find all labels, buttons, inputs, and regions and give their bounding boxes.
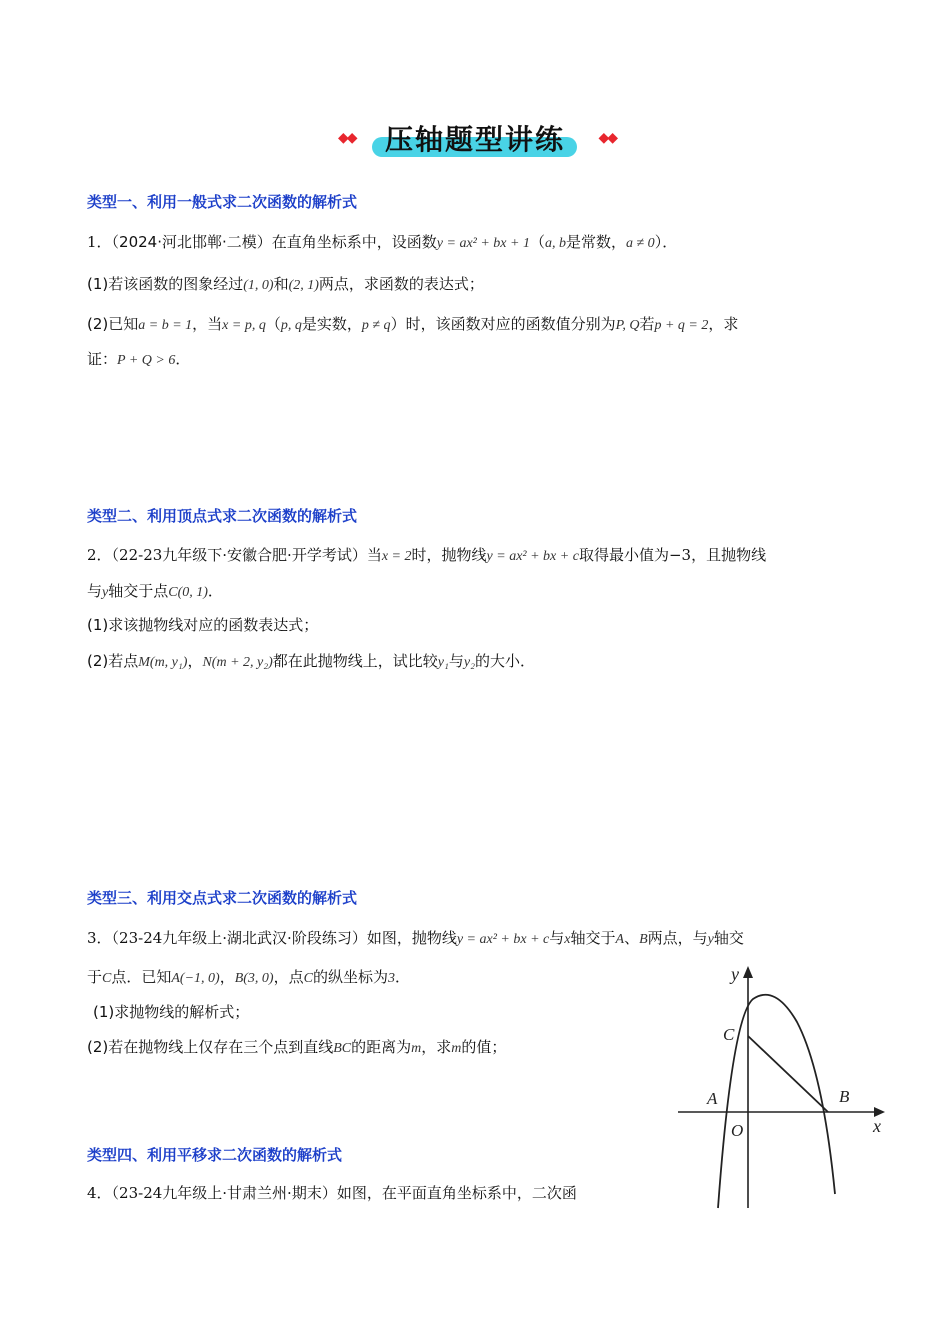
parabola-figure	[675, 962, 890, 1212]
text: −3	[668, 546, 692, 564]
problem-number: 1．	[87, 233, 112, 251]
math: 3	[387, 971, 395, 986]
math: a ≠ 0	[626, 236, 655, 251]
math: p + q = 2	[654, 318, 709, 333]
text: 轴交于点	[108, 582, 169, 600]
math: y = ax² + bx + c	[456, 932, 550, 947]
text: ，点	[273, 968, 304, 986]
problem-number: 4．	[87, 1184, 112, 1202]
text: ，求	[708, 315, 739, 333]
text: ）时，该函数对应的函数值分别为	[390, 315, 616, 333]
math: p ≠ q	[361, 318, 391, 333]
problem-2-stem-cont	[87, 580, 223, 604]
problem-number: 2．	[87, 546, 112, 564]
label-x: x	[873, 1116, 881, 1136]
problem-1-stem	[87, 231, 677, 255]
problem-3-q1	[93, 1001, 249, 1023]
text: (2)若在抛物线上仅存在三个点到直线	[87, 1038, 334, 1056]
math: A(−1, 0)	[171, 971, 220, 986]
section-title-2: 类型二、利用顶点式求二次函数的解析式	[87, 507, 358, 525]
diamond-right-icon: ◆◆	[598, 130, 616, 146]
label-c: C	[723, 1025, 735, 1044]
text: 的距离为	[351, 1038, 412, 1056]
math: m	[451, 1041, 462, 1056]
text: ，求	[421, 1038, 452, 1056]
text: (1)求该抛物线对应的函数表达式；	[87, 616, 319, 634]
text: ，	[187, 652, 203, 670]
label-a: A	[707, 1089, 718, 1108]
text: 都在此抛物线上，试比较	[272, 652, 438, 670]
math: a = b = 1	[138, 318, 193, 333]
math: a, b	[544, 236, 566, 251]
math: P + Q > 6	[117, 353, 176, 368]
text: (1)若该函数的图象经过	[87, 275, 244, 293]
text: （	[265, 315, 281, 333]
text: 当	[366, 546, 382, 564]
title-banner	[330, 112, 620, 164]
problem-number: 3．	[87, 929, 112, 947]
math: x = p, q	[222, 318, 266, 333]
text: ．	[175, 350, 191, 368]
math: x	[564, 932, 571, 947]
math: BC	[333, 1041, 352, 1056]
text: （	[529, 233, 545, 251]
text: 在直角坐标系中，设函数	[271, 233, 437, 251]
math: (1, 0)	[243, 278, 274, 293]
math: B(3, 0)	[234, 971, 274, 986]
text: 与	[87, 582, 103, 600]
text: 如图，抛物线	[366, 929, 457, 947]
problem-3-q2	[87, 1036, 506, 1060]
problem-3-stem-cont	[87, 966, 410, 990]
text: 取得最小值为	[578, 546, 669, 564]
math: p, q	[280, 318, 302, 333]
math: N(m + 2, y₂)	[202, 655, 273, 670]
text: ，且抛物线	[691, 546, 767, 564]
text: 的值；	[461, 1038, 507, 1056]
problem-source: （23-24九年级上·甘肃兰州·期末）	[111, 1184, 337, 1202]
text: 证：	[87, 350, 118, 368]
text: 与	[549, 929, 565, 947]
problem-2-q2	[87, 650, 535, 674]
math: A	[615, 932, 625, 947]
text: 与	[448, 652, 464, 670]
problem-source: （23-24九年级上·湖北武汉·阶段练习）	[111, 929, 367, 947]
math: y	[102, 585, 109, 600]
math: x = 2	[381, 549, 412, 564]
problem-source: （2024·河北邯郸·二模）	[111, 233, 272, 251]
math: y = ax² + bx + c	[486, 549, 579, 564]
math: y₁	[437, 655, 449, 670]
problem-1-q2-cont	[87, 348, 190, 372]
problem-2-q1	[87, 614, 318, 636]
math: m	[411, 1041, 422, 1056]
diamond-left-icon: ◆◆	[338, 130, 356, 146]
text: 、	[624, 929, 640, 947]
math: (2, 1)	[288, 278, 319, 293]
text: ，	[219, 968, 235, 986]
text: ．	[394, 968, 410, 986]
y-axis-arrow-icon	[743, 966, 753, 978]
math: B	[639, 932, 648, 947]
math: C	[102, 971, 112, 986]
text: 轴交于	[570, 929, 616, 947]
text: 是常数，	[565, 233, 626, 251]
text: 轴交	[713, 929, 744, 947]
text: 点．已知	[111, 968, 172, 986]
math: y = ax² + bx + 1	[436, 236, 530, 251]
text: 的纵坐标为	[312, 968, 388, 986]
text: (2)若点	[87, 652, 139, 670]
problem-1-q1	[87, 273, 484, 297]
section-title-1: 类型一、利用一般式求二次函数的解析式	[87, 193, 358, 211]
text: (2)已知	[87, 315, 139, 333]
section-title-3: 类型三、利用交点式求二次函数的解析式	[87, 889, 358, 907]
problem-1-q2	[87, 313, 738, 337]
problem-4-stem	[87, 1182, 577, 1204]
text: 于	[87, 968, 103, 986]
problem-2-stem	[87, 544, 766, 568]
text: ．	[207, 582, 223, 600]
text: 两点，与	[647, 929, 708, 947]
math: P, Q	[615, 318, 640, 333]
problem-3-stem	[87, 927, 744, 951]
math: y	[707, 932, 714, 947]
label-o: O	[731, 1121, 744, 1140]
text: ）．	[654, 233, 678, 251]
problem-source: （22-23九年级下·安徽合肥·开学考试）	[111, 546, 367, 564]
label-y: y	[731, 964, 739, 984]
text: 如图，在平面直角坐标系中，二次函	[336, 1184, 577, 1202]
math: C	[303, 971, 313, 986]
text: 和	[273, 275, 289, 293]
text: ，当	[192, 315, 223, 333]
math: y₂	[463, 655, 475, 670]
text: 是实数，	[301, 315, 362, 333]
text: (1)求抛物线的解析式；	[93, 1003, 250, 1021]
section-title-4: 类型四、利用平移求二次函数的解析式	[87, 1146, 343, 1164]
label-b: B	[839, 1087, 850, 1106]
math: M(m, y₁)	[138, 655, 188, 670]
text: 两点，求函数的表达式；	[318, 275, 484, 293]
text: 若	[639, 315, 655, 333]
text: 的大小．	[474, 652, 535, 670]
banner-title: 压轴题型讲练	[384, 123, 565, 156]
math: C(0, 1)	[168, 585, 208, 600]
text: 时，抛物线	[411, 546, 487, 564]
